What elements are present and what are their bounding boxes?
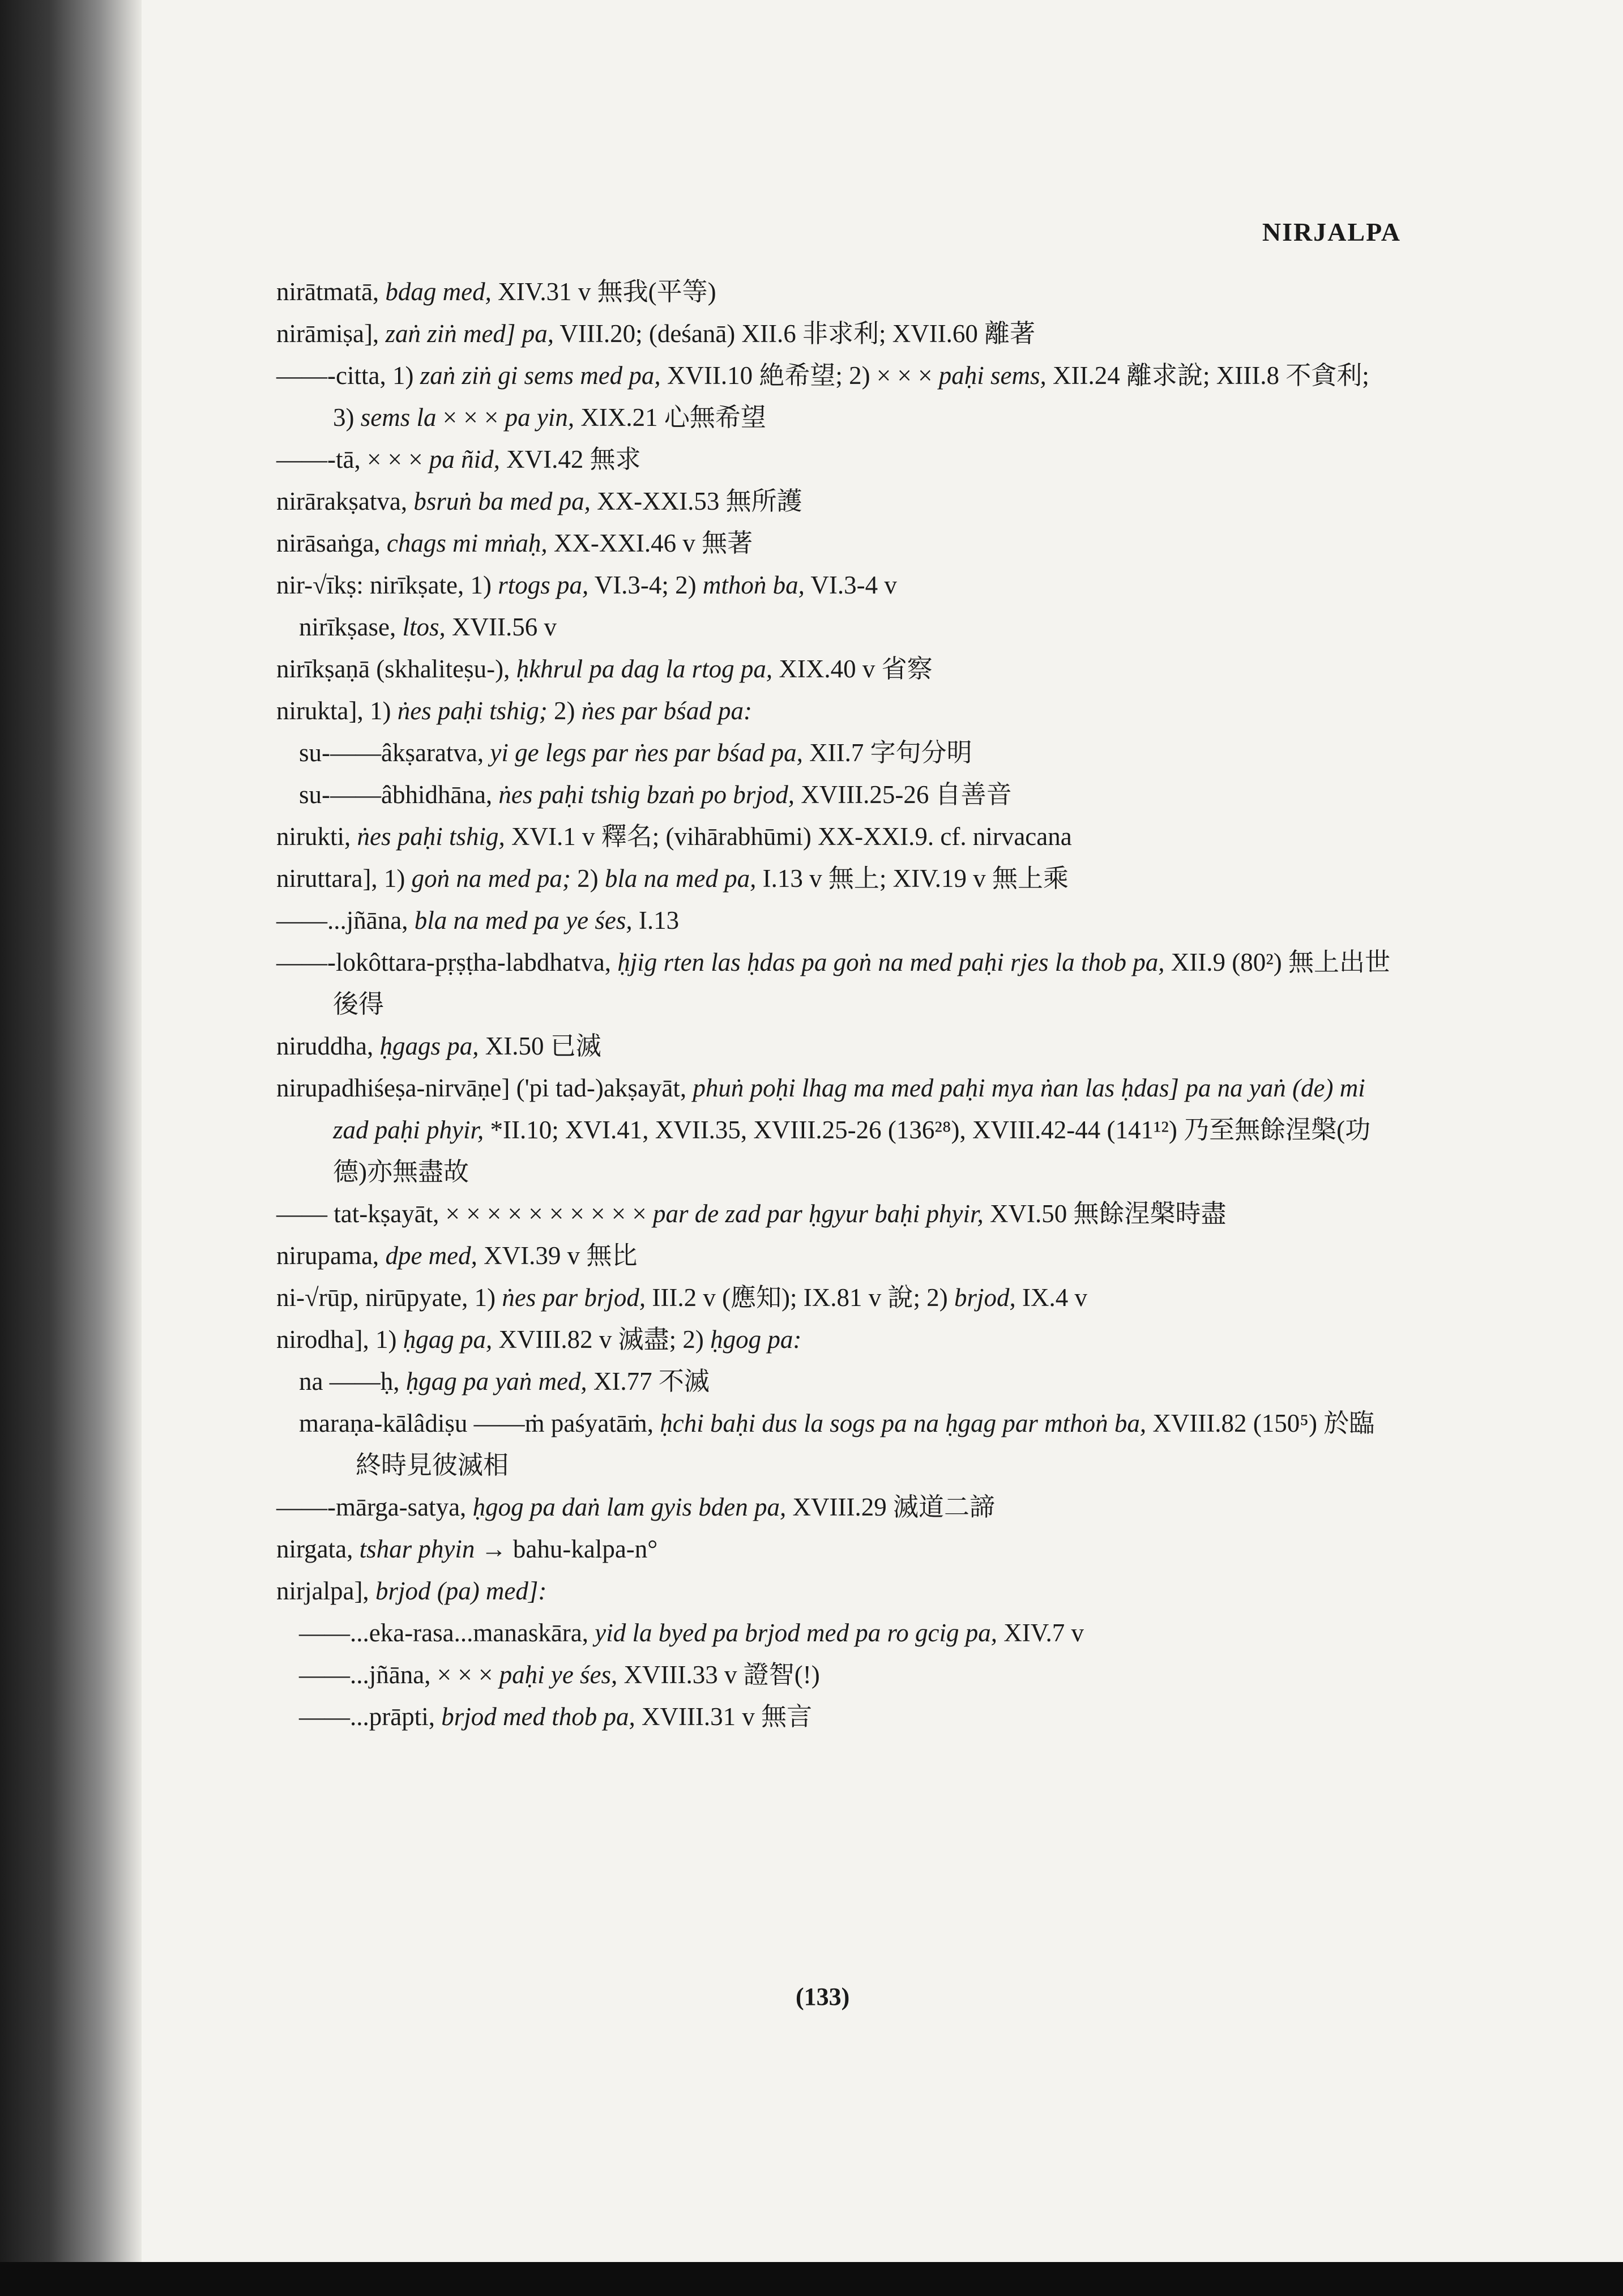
entry-text: 2) (547, 697, 582, 725)
dictionary-entry (276, 774, 1392, 816)
dictionary-entry (276, 1277, 1392, 1318)
tibetan-equivalent: bsruṅ ba med pa, (413, 487, 591, 515)
entry-text: XII.7 字句分明 (802, 739, 972, 767)
tibetan-equivalent: ḥgags pa, (379, 1032, 479, 1060)
dictionary-entry (276, 1318, 1392, 1360)
tibetan-equivalent: phuṅ poḥi lhag ma med paḥi mya ṅan las ḥdas] pa na yaṅ (de) mi zad paḥi phyir, (333, 1074, 1365, 1144)
entry-text: nirukti, (276, 822, 357, 851)
entry-text: nirāmiṣa], (276, 319, 386, 348)
entry-text: nirārakṣatva, (276, 487, 414, 515)
tibetan-equivalent: ḥgog pa: (710, 1325, 802, 1354)
entry-text: XII.24 離求說; XIII.8 不貪利; 3) (333, 361, 1369, 432)
dictionary-entry (276, 1025, 1392, 1067)
entry-text: su-——âbhidhāna, (299, 780, 499, 809)
tibetan-equivalent: ṅes paḥi tshig, (357, 822, 505, 851)
dictionary-entry (276, 732, 1392, 774)
tibetan-equivalent: par de zad par ḥgyur baḥi phyir, (652, 1200, 984, 1228)
entry-text: XVIII.33 v 證智(!) (617, 1661, 820, 1689)
entry-text: nirjalpa], (276, 1577, 375, 1605)
entry-text: XVII.10 絶希望; 2) × × × (660, 361, 939, 390)
dictionary-entry (276, 1193, 1392, 1235)
tibetan-equivalent: tshar phyin (359, 1535, 475, 1563)
dictionary-entry (276, 1486, 1392, 1528)
dictionary-entry (276, 271, 1392, 313)
dictionary-entry (276, 1570, 1392, 1612)
tibetan-equivalent: paḥi ye śes, (499, 1661, 618, 1689)
dictionary-entry (276, 1360, 1392, 1402)
entry-text: 2) (570, 864, 605, 893)
dictionary-entry (276, 941, 1392, 1025)
scan-bottom-edge (0, 2262, 1623, 2296)
tibetan-equivalent: ḥchi baḥi dus la sogs pa na ḥgag par mthoṅ ba, (660, 1409, 1147, 1437)
entry-text: IX.4 v (1015, 1283, 1088, 1312)
dictionary-entry (276, 648, 1392, 690)
entry-text: ni-√rūp, nirūpyate, 1) (276, 1283, 502, 1312)
dictionary-entry (276, 1528, 1392, 1570)
entry-text: ——-tā, × × × (276, 445, 429, 473)
entry-text: niruttara], 1) (276, 864, 412, 893)
entry-text: XVIII.31 v 無言 (635, 1702, 813, 1731)
entry-text: XIX.40 v 省察 (772, 655, 933, 683)
entry-text: nir-√īkṣ: nirīkṣate, 1) (276, 571, 498, 599)
dictionary-entries (276, 271, 1392, 1738)
entry-text: × × × (436, 403, 505, 432)
dictionary-entry (276, 857, 1392, 899)
tibetan-equivalent: rtogs pa, (498, 571, 589, 599)
entry-text: XVI.39 v 無比 (477, 1241, 638, 1270)
tibetan-equivalent: bdag med, (385, 278, 492, 306)
entry-text: ——...prāpti, (299, 1702, 442, 1731)
entry-text: I.13 (632, 906, 680, 934)
tibetan-equivalent: brjod (pa) med]: (375, 1577, 547, 1605)
tibetan-equivalent: brjod, (954, 1283, 1016, 1312)
tibetan-equivalent: paḥi sems, (938, 361, 1047, 390)
tibetan-equivalent: ḥkhrul pa dag la rtog pa, (516, 655, 773, 683)
tibetan-equivalent: ḥgag pa, (403, 1325, 493, 1354)
entry-text: XX-XXI.53 無所護 (590, 487, 802, 515)
dictionary-entry (276, 816, 1392, 857)
dictionary-entry (276, 438, 1392, 480)
tibetan-equivalent: bla na med pa, (604, 864, 757, 893)
tibetan-equivalent: zaṅ ziṅ med] pa, (385, 319, 554, 348)
dictionary-entry (276, 899, 1392, 941)
tibetan-equivalent: ṅes paḥi tshig bzaṅ po brjod, (498, 780, 795, 809)
entry-text: na ——ḥ, (299, 1367, 406, 1395)
entry-text: nirīkṣase, (299, 613, 403, 641)
dictionary-entry (276, 1235, 1392, 1277)
dictionary-entry (276, 564, 1392, 606)
tibetan-equivalent: ḥjig rten las ḥdas pa goṅ na med paḥi rjes la thob pa, (617, 948, 1165, 976)
entry-text: maraṇa-kālâdiṣu ——ṁ paśyatāṁ, (299, 1409, 660, 1437)
tibetan-equivalent: ṅes par bśad pa: (581, 697, 752, 725)
entry-text: VI.3-4; 2) (588, 571, 703, 599)
entry-text: nirātmatā, (276, 278, 386, 306)
entry-text: niruddha, (276, 1032, 380, 1060)
tibetan-equivalent: ltos, (402, 613, 446, 641)
entry-text: su-——âkṣaratva, (299, 739, 490, 767)
dictionary-entry (276, 1612, 1392, 1654)
entry-text: nirukta], 1) (276, 697, 398, 725)
entry-text: XVI.50 無餘涅槃時盡 (983, 1200, 1227, 1228)
tibetan-equivalent: ḥgog pa daṅ lam gyis bden pa, (472, 1493, 787, 1521)
entry-text: XVI.1 v 釋名; (vihārabhūmi) XX-XXI.9. cf. nirvacana (505, 822, 1072, 851)
tibetan-equivalent: dpe med, (385, 1241, 477, 1270)
dictionary-entry (276, 1067, 1392, 1193)
entry-text: XVIII.82 (150⁵) 於臨終時見彼滅相 (356, 1409, 1375, 1479)
entry-text: ——...jñāna, (276, 906, 415, 934)
tibetan-equivalent: zaṅ ziṅ gi sems med pa, (420, 361, 661, 390)
entry-text: ——-mārga-satya, (276, 1493, 473, 1521)
entry-text: → bahu-kalpa-n° (475, 1535, 658, 1563)
entry-text: nirodha], 1) (276, 1325, 403, 1354)
tibetan-equivalent: brjod med thob pa, (441, 1702, 635, 1731)
entry-text: XVI.42 無求 (499, 445, 641, 473)
entry-text: ——-lokôttara-pṛṣṭha-labdhatva, (276, 948, 618, 976)
tibetan-equivalent: yid la byed pa brjod med pa ro gcig pa, (595, 1619, 998, 1647)
dictionary-entry (276, 522, 1392, 564)
tibetan-equivalent: goṅ na med pa; (411, 864, 571, 893)
dictionary-entry (276, 313, 1392, 355)
tibetan-equivalent: yi ge legs par ṅes par bśad pa, (490, 739, 803, 767)
book-spine-shadow (0, 0, 142, 2296)
entry-text: nirāsaṅga, (276, 529, 387, 557)
tibetan-equivalent: mthoṅ ba, (702, 571, 805, 599)
tibetan-equivalent: pa yin, (505, 403, 575, 432)
entry-text: XIX.21 心無希望 (574, 403, 766, 432)
entry-text: XVIII.25-26 自善音 (794, 780, 1012, 809)
entry-text: nirgata, (276, 1535, 360, 1563)
dictionary-entry (276, 1402, 1392, 1486)
dictionary-entry (276, 480, 1392, 522)
dictionary-entry (276, 606, 1392, 648)
tibetan-equivalent: sems la (360, 403, 437, 432)
tibetan-equivalent: chags mi mṅaḥ, (386, 529, 548, 557)
dictionary-entry (276, 690, 1392, 732)
entry-text: XVII.56 v (445, 613, 557, 641)
entry-text: nirīkṣaṇā (skhaliteṣu-), (276, 655, 516, 683)
entry-text: XVIII.82 v 滅盡; 2) (492, 1325, 711, 1354)
entry-text: —— tat-kṣayāt, × × × × × × × × × × (276, 1200, 653, 1228)
dictionary-entry (276, 1654, 1392, 1696)
entry-text: XIV.7 v (997, 1619, 1084, 1647)
tibetan-equivalent: bla na med pa ye śes, (414, 906, 633, 934)
entry-text: ——...eka-rasa...manaskāra, (299, 1619, 595, 1647)
entry-text: VI.3-4 v (804, 571, 897, 599)
entry-text: XX-XXI.46 v 無著 (547, 529, 753, 557)
entry-text: VIII.20; (deśanā) XII.6 非求利; XVII.60 離著 (553, 319, 1036, 348)
tibetan-equivalent: ṅes par brjod, (502, 1283, 646, 1312)
entry-text: XVIII.29 滅道二諦 (786, 1493, 995, 1521)
dictionary-entry (276, 355, 1392, 438)
entry-text: ——-citta, 1) (276, 361, 420, 390)
page-number: (133) (796, 1983, 850, 2011)
dictionary-entry (276, 1696, 1392, 1738)
entry-text: I.13 v 無上; XIV.19 v 無上乘 (756, 864, 1069, 893)
entry-text: III.2 v (應知); IX.81 v 說; 2) (646, 1283, 955, 1312)
entry-text: XI.77 不滅 (587, 1367, 710, 1395)
entry-text: XIV.31 v 無我(平等) (491, 278, 716, 306)
entry-text: *II.10; XVI.41, XVII.35, XVIII.25-26 (136²⁸), XVIII.42-44 (141¹²) 乃至無餘涅槃(功德)亦無盡故 (333, 1116, 1371, 1186)
running-header: NIRJALPA (1262, 217, 1401, 246)
entry-text: XI.50 已滅 (479, 1032, 601, 1060)
tibetan-equivalent: ṅes paḥi tshig; (397, 697, 548, 725)
entry-text: XII.9 (80²) 無上出世後得 (333, 948, 1390, 1018)
entry-text: ——...jñāna, × × × (299, 1661, 499, 1689)
tibetan-equivalent: ḥgag pa yaṅ med, (405, 1367, 587, 1395)
tibetan-equivalent: pa ñid, (429, 445, 500, 473)
entry-text: nirupadhiśeṣa-nirvāṇe] ('pi tad-)akṣayāt, (276, 1074, 693, 1102)
entry-text: nirupama, (276, 1241, 386, 1270)
